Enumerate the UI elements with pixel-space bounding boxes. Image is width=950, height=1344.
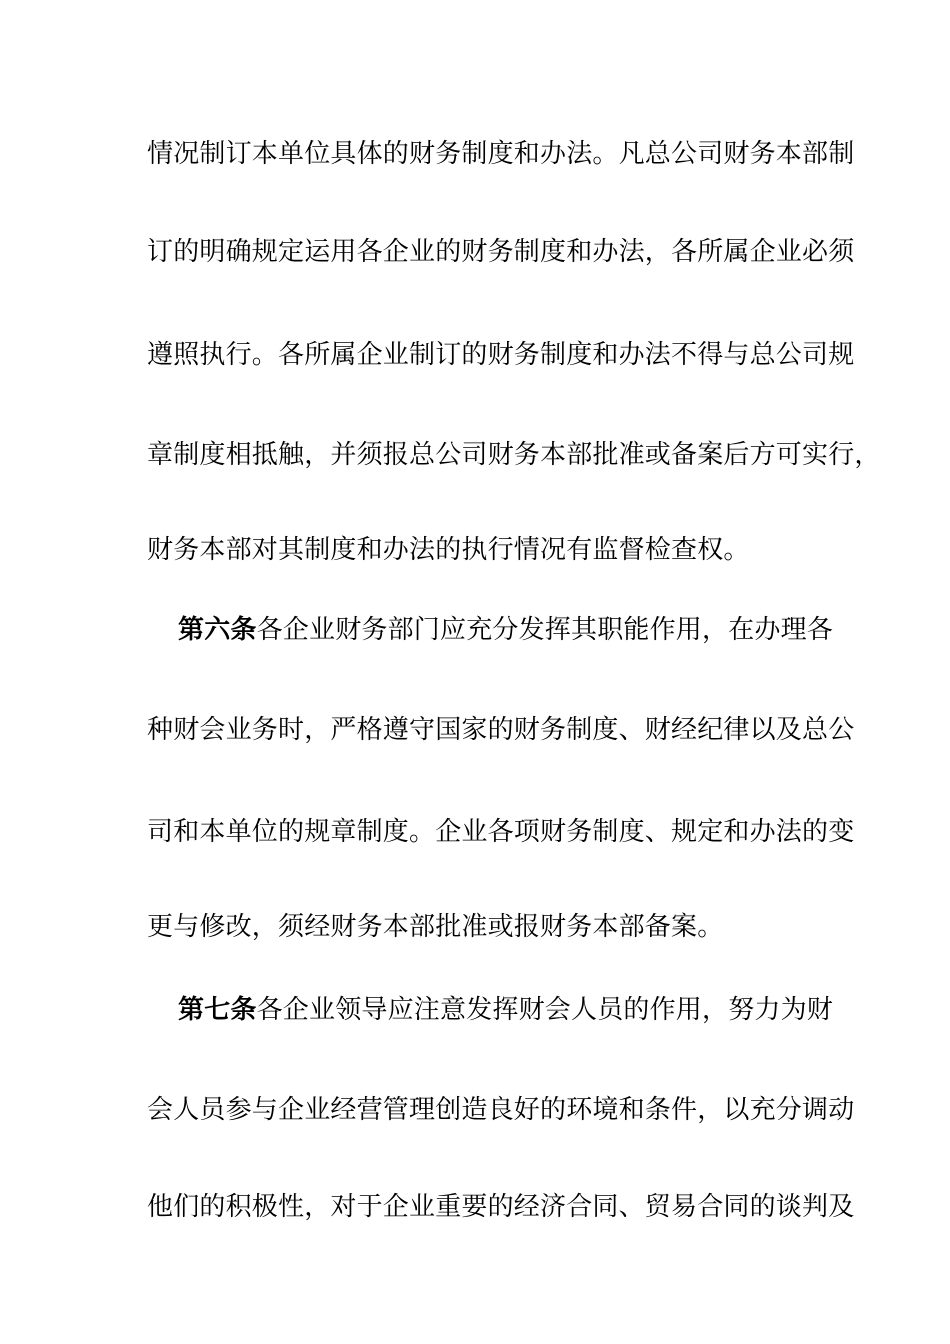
article-7-first-line (178, 993, 898, 1027)
paragraph-line: 遵照执行。各所属企业制订的财务制度和办法不得与总公司规 (147, 340, 855, 370)
paragraph-line: 情况制订本单位具体的财务制度和办法。凡总公司财务本部制 (147, 139, 855, 169)
paragraph-line: 财务本部对其制度和办法的执行情况有监督检查权。 (147, 535, 750, 565)
paragraph-line: 章制度相抵触，并须报总公司财务本部批准或备案后方可实行， (147, 440, 881, 470)
paragraph-line: 订的明确规定运用各企业的财务制度和办法，各所属企业必须 (147, 237, 855, 267)
paragraph-line: 他们的积极性，对于企业重要的经济合同、贸易合同的谈判及 (147, 1192, 855, 1222)
article-7-text: 各企业领导应注意发挥财会人员的作用，努力为财 (256, 995, 834, 1025)
paragraph-line: 会人员参与企业经营管理创造良好的环境和条件，以充分调动 (147, 1095, 855, 1125)
paragraph-line: 种财会业务时，严格遵守国家的财务制度、财经纪律以及总公 (147, 715, 855, 745)
article-6-text: 各企业财务部门应充分发挥其职能作用，在办理各 (256, 615, 834, 645)
paragraph-line: 更与修改，须经财务本部批准或报财务本部备案。 (147, 912, 724, 942)
article-6-heading: 第六条 (178, 615, 257, 645)
article-7-heading: 第七条 (178, 995, 257, 1025)
paragraph-line: 司和本单位的规章制度。企业各项财务制度、规定和办法的变 (147, 817, 855, 847)
article-6-first-line (178, 613, 898, 647)
